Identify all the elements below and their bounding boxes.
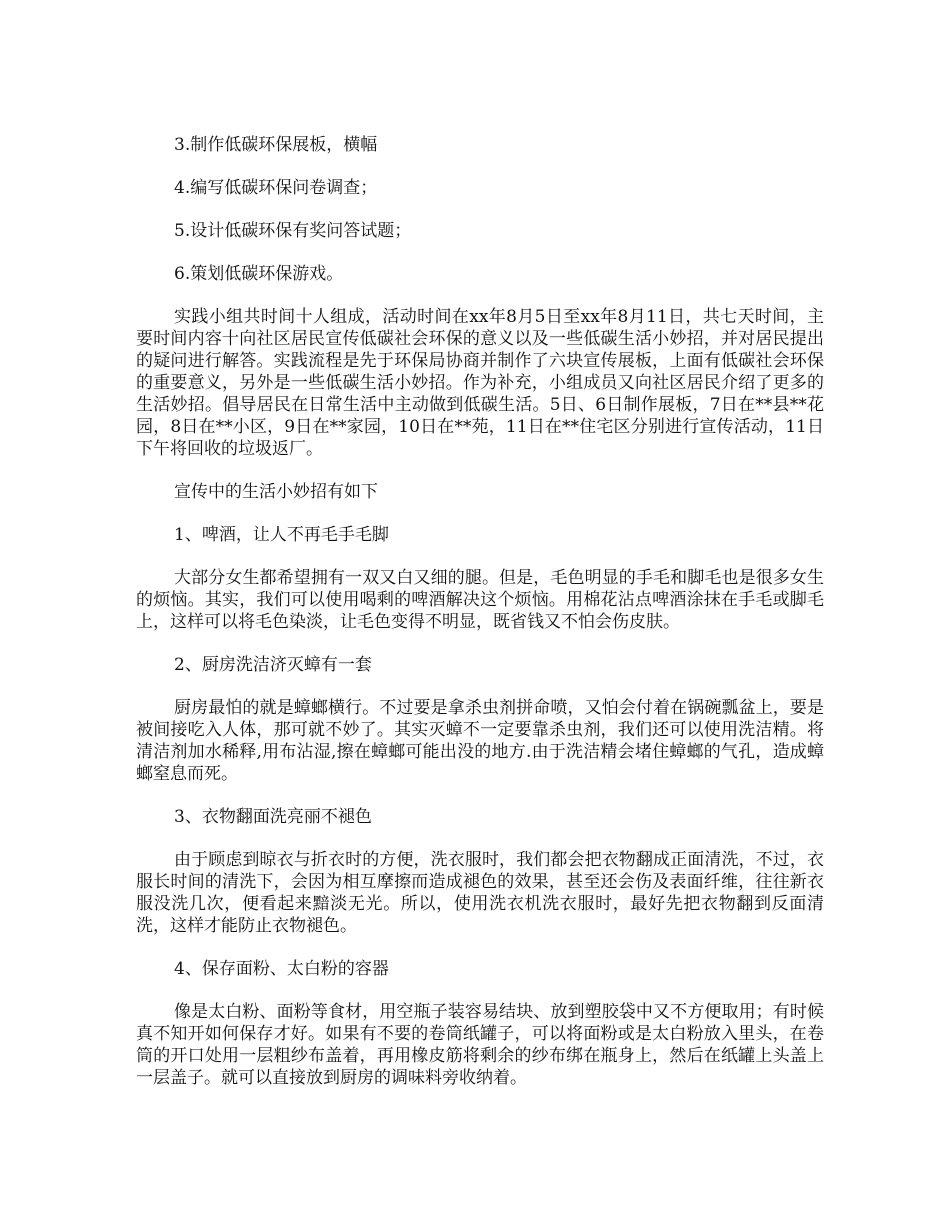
section-heading-tips: 宣传中的生活小妙招有如下	[174, 482, 378, 502]
list-item-4: 4.编写低碳环保问卷调查；	[174, 178, 378, 198]
list-item-5: 5.设计低碳环保有奖问答试题；	[174, 221, 412, 241]
document-body	[136, 134, 824, 1110]
paragraph-tip-4: 像是太白粉、面粉等食材，用空瓶子装容易结块、放到塑胶袋中又不方便取用；有时候真不知开如何保存才好。如果有不要的卷筒纸罐子，可以将面粉或是太白粉放入里头，在卷筒的开口处用一层粗纱布盖着，再用橡皮筋将剩余的纱布绑在瓶身上，然后在纸罐上头盖上一层盖子。就可以直接放到厨房的调味料旁收纳着。	[136, 1002, 824, 1088]
paragraph-tip-2: 厨房最怕的就是蟑螂横行。不过要是拿杀虫剂拼命喷，又怕会付着在锅碗瓢盆上，要是被间接吃入人体，那可就不妙了。其实灭蟑不一定要靠杀虫剂，我们还可以使用洗洁精。将清洁剂加水稀释,用布沾湿,擦在蟑螂可能出没的地方.由于洗洁精会堵住蟑螂的气孔，造成蟑螂窒息而死。	[136, 698, 824, 784]
tip-heading-2: 2、厨房洗洁济灭蟑有一套	[174, 655, 372, 675]
tip-heading-3: 3、衣物翻面洗亮丽不褪色	[174, 807, 372, 827]
paragraph-practice: 实践小组共时间十人组成，活动时间在xx年8月5日至xx年8月11日，共七天时间，主要时间内容十向社区居民宣传低碳社会环保的意义以及一些低碳生活小妙招，并对居民提出的疑问进行解答。实践流程是先于环保局协商并制作了六块宣传展板，上面有低碳社会环保的重要意义，另外是一些低碳生活小妙招。作为补充，小组成员又向社区居民介绍了更多的生活妙招。倡导居民在日常生活中主动做到低碳生活。5日、6日制作展板，7日在**县**花园，8日在**小区，9日在**家园，10日在**苑，11日在**住宅区分别进行宣传活动，11日下午将回收的垃圾返厂。	[136, 307, 824, 459]
tip-heading-1: 1、啤酒，让人不再毛手毛脚	[174, 525, 389, 545]
list-item-3: 3.制作低碳环保展板，横幅	[174, 135, 378, 155]
list-item-6: 6.策划低碳环保游戏。	[174, 264, 344, 284]
paragraph-tip-1: 大部分女生都希望拥有一双又白又细的腿。但是，毛色明显的手毛和脚毛也是很多女生的烦恼。其实，我们可以使用喝剩的啤酒解决这个烦恼。用棉花沾点啤酒涂抹在手毛或脚毛上，这样可以将毛色染淡，让毛色变得不明显，既省钱又不怕会伤皮肤。	[136, 568, 824, 632]
tip-heading-4: 4、保存面粉、太白粉的容器	[174, 959, 389, 979]
paragraph-tip-3: 由于顾虑到晾衣与折衣时的方便，洗衣服时，我们都会把衣物翻成正面清洗，不过，衣服长时间的清洗下，会因为相互摩擦而造成褪色的效果，甚至还会伤及表面纤维，往往新衣服没洗几次，便看起来黯淡无光。所以，使用洗衣机洗衣服时，最好先把衣物翻到反面清洗，这样才能防止衣物褪色。	[136, 850, 824, 936]
